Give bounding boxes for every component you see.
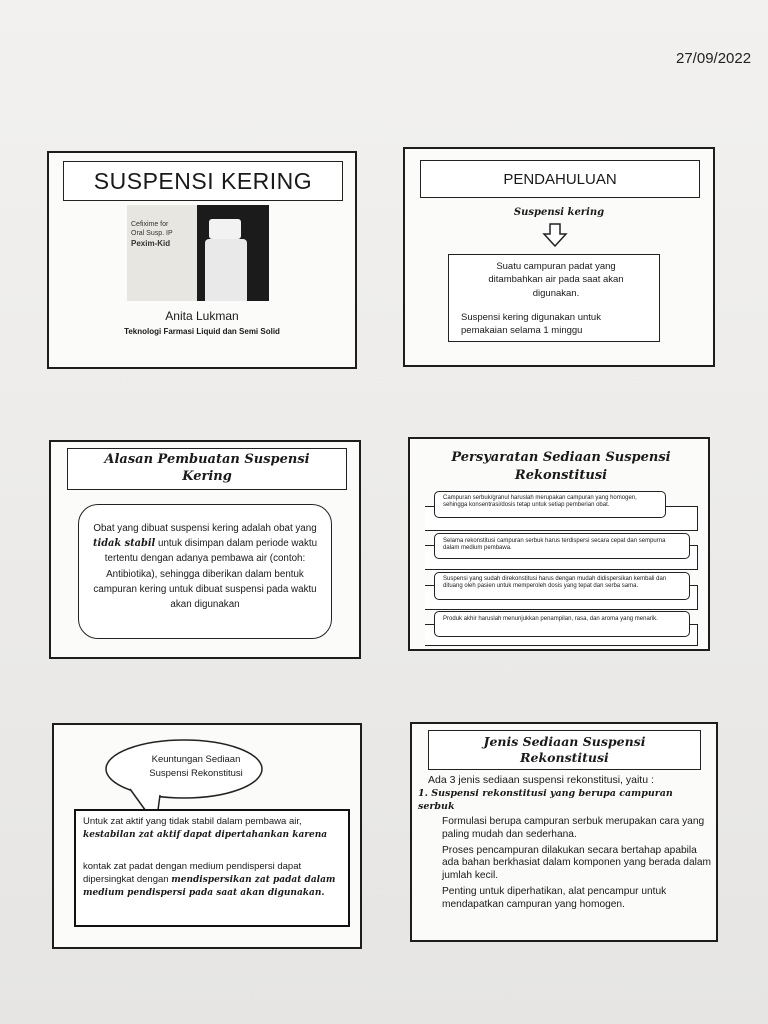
bottle-cap [209,219,241,239]
requirement-text: Selama rekonstitusi campuran serbuk harus terdispersi secara cepat dan sempurna dalam medium pembawa. [443,538,666,552]
slide-3-body-bold: tidak stabil [92,538,156,550]
slide-5-content-box [74,809,350,927]
slide-3-title-box [67,448,347,490]
slide-6-point: Penting untuk diperhatikan, alat pencampur untuk mendapatkan campuran yang homogen. [442,885,667,910]
slide-1-title-box [63,161,343,201]
slide-6 [410,722,718,942]
product-box-label [131,221,193,249]
slide-2 [403,147,715,367]
slide-1-author: Anita Lukman [165,309,239,323]
slide-6-intro: Ada 3 jenis sediaan suspensi rekonstitusi, yaitu : [428,774,654,786]
slide-5-text: kontak zat padat dengan medium pendispersi dapat dipersingkat dengan [83,861,302,885]
slide-6-point: Proses pencampuran dilakukan secara bertahap apabila ada bahan berkhasiat dalam komponen yang berada dalam jumlah kecil. [442,844,712,881]
requirement-text: Suspensi yang sudah direkonstitusi harus dengan mudah didispersikan kembali dan dituang oleh pasien untuk memperoleh dosis yang tepat dan serba sama. [443,576,667,590]
slide-2-title-box [420,160,700,198]
requirement-item [434,491,666,518]
slide-3-rounded-box [78,504,332,639]
down-arrow-icon [542,223,568,247]
slide-6-points [442,816,714,911]
slide-3-body [91,521,319,612]
speech-bubble-text: Keuntungan Sediaan Suspensi Rekonstitusi [149,754,243,779]
slide-6-item-heading: 1. Suspensi rekonstitusi yang berupa campuran serbuk [418,788,673,812]
product-label-line: Cefixime for [131,221,169,228]
slide-1-title: SUSPENSI KERING [93,167,313,194]
slide-1 [47,151,357,369]
slide-2-title: PENDAHULUAN [503,170,617,188]
slide-3-title: Alasan Pembuatan Suspensi Kering [104,452,310,484]
slide-5 [52,723,362,949]
bottle-body [205,239,247,301]
requirement-text: Produk akhir haruslah menunjukkan penampilan, rasa, dan aroma yang menarik. [443,616,658,622]
page-date: 27/09/2022 [676,50,752,67]
slide-6-point: Formulasi berupa campuran serbuk merupakan cara yang paling mudah dan sederhana. [442,816,705,840]
slide-1-subtitle: Teknologi Farmasi Liquid dan Semi Solid [124,327,280,336]
slide-4-title: Persyaratan Sediaan Suspensi Rekonstitusi [451,450,671,484]
requirement-item [434,611,690,637]
requirement-text: Campuran serbuk/granul haruslah merupakan campuran yang homogen, sehingga konsentrasi/dosis tetap untuk setiap pemberian obat. [443,495,637,509]
slide-3-body-part: Obat yang dibuat suspensi kering adalah obat yang [93,523,317,534]
slide-3 [49,440,361,659]
requirement-item [434,572,690,600]
product-label-line: Pexim-Kid [131,238,171,248]
usage-text: Suspensi kering digunakan untuk pemakaian selama 1 minggu [461,312,601,337]
slide-5-line-2 [83,861,345,899]
slide-5-bold-text: kestabilan zat aktif dapat dipertahankan karena [83,829,328,840]
slide-5-line-1 [83,816,345,842]
slide-5-text: Untuk zat aktif yang tidak stabil dalam pembawa air, [83,816,302,827]
slide-2-heading: Suspensi kering [513,207,605,218]
product-box [127,205,197,301]
product-label-line: Oral Susp. IP [131,229,173,237]
definition-text: Suatu campuran padat yang ditambahkan air pada saat akan digunakan. [488,261,624,299]
slide-5-bold-text: mendispersikan zat padat dalam medium pendispersi pada saat akan digunakan. [83,874,336,898]
requirement-item [434,533,690,559]
product-photo [127,205,269,301]
slide-4 [408,437,710,651]
slide-6-title: Jenis Sediaan Suspensi Rekonstitusi [483,733,646,765]
slide-3-body-part: untuk disimpan dalam periode waktu tertentu dengan adanya pembawa air (contoh: Antibiotika), sehingga diberikan dalam bentuk campuran kering untuk dibuat suspensi pada waktu akan digunakan [93,538,318,610]
slide-6-title-box [428,730,701,770]
definition-box [448,254,660,342]
